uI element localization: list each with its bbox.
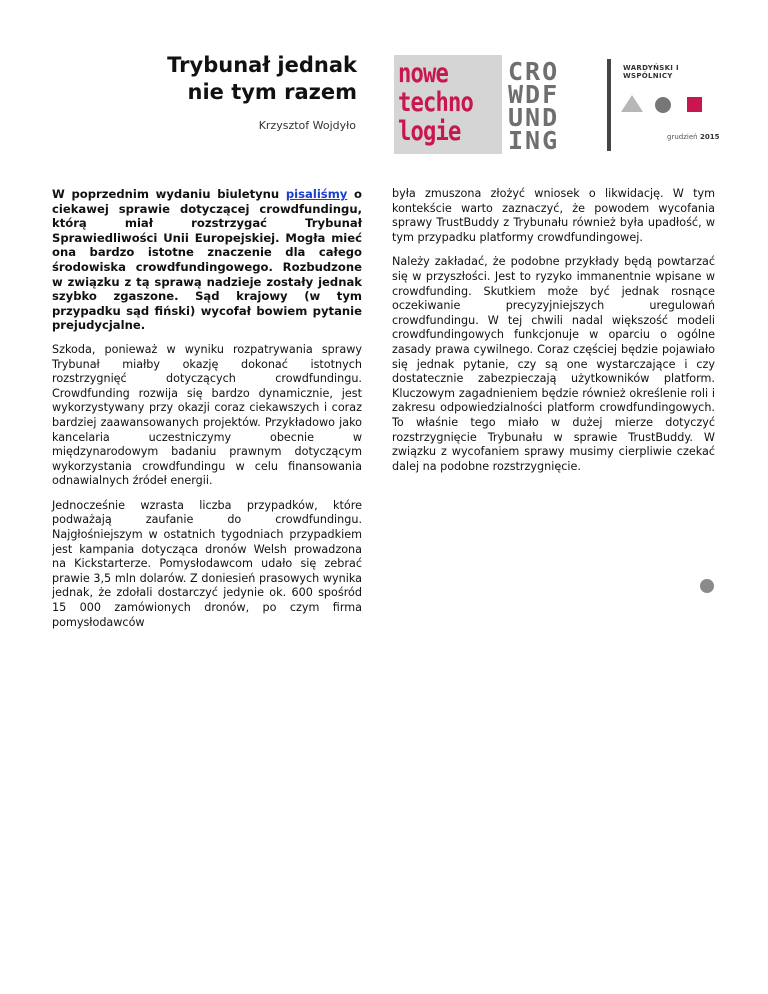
- wordmark-row-1: CRO: [508, 57, 560, 86]
- previous-issue-link[interactable]: pisaliśmy: [285, 187, 348, 201]
- circle-icon: [655, 97, 671, 113]
- article-title: [97, 52, 357, 106]
- paragraph-3: była zmuszona złożyć wniosek o likwidację. W tym kontekście warto zaznaczyć, że powodem wycofania sprawy TrustBuddy z Trybunału również była upadłość, w tym przypadku platformy crowdfundingowej.: [392, 187, 715, 244]
- logo-word-1: nowe: [398, 58, 449, 89]
- crowdfunding-wordmark: [504, 55, 617, 154]
- newsletter-banner: [394, 55, 729, 154]
- firm-name: WARDYŃSKI I WSPÓLNICY: [623, 64, 679, 80]
- square-icon: [687, 97, 702, 112]
- divider-bar: [607, 59, 611, 151]
- paragraph-1: Szkoda, ponieważ w wyniku rozpatrywania sprawy Trybunał miałby okazję dokonać istotnych rozstrzygnięć dotyczących crowdfundingu. Crowdfunding rozwija się bardzo dynamicznie, jest wykorzystywany przy okazji coraz ciekawszych i coraz bardziej zaawansowanych projektów. Przykładowo jako kancelaria uczestniczymy obecnie w międzynarodowym badaniu prawnym dotyczącym wykorzystania crowdfundingu w celu finansowania odnawialnych źródeł energii.: [52, 342, 362, 488]
- right-column: [392, 187, 715, 484]
- logo-word-3: logie: [398, 116, 461, 147]
- lead-paragraph: [52, 187, 362, 333]
- left-column: [52, 187, 362, 640]
- nowe-technologie-logo: [394, 55, 502, 154]
- issue-year: 2015: [700, 133, 720, 141]
- logo-word-2: techno: [398, 87, 474, 118]
- author-name: Krzysztof Wojdyło: [258, 119, 356, 132]
- paragraph-2: Jednocześnie wzrasta liczba przypadków, które podważają zaufanie do crowdfundingu. Najgłośniejszym w ostatnich tygodniach przypadkiem jest kampania dotycząca dronów Welsh prowadzona na Kickstarterze. Pomysłodawcom udało się zebrać prawie 3,5 mln dolarów. Z doniesień prasowych wynika jednak, że zdołali dostarczyć jedynie ok. 600 spośród 15 000 zamówionych dronów, po czym firma pomysłodawców: [52, 498, 362, 629]
- title-line-1: Trybunał jednak: [167, 53, 357, 77]
- lead-text-end: o ciekawej sprawie dotyczącej crowdfundingu, którą miał rozstrzygać Trybunał Sprawiedliwości Unii Europejskiej. Mogła mieć ona bardzo istotne znaczenie dla całego środowiska crowdfundingowego. Rozbudzone w związku z tą sprawą nadzieje zostały jednak szybko zgaszone. Sąd krajowy (w tym przypadku sąd fiński) wycofał bowiem pytanie prejudycjalne.: [52, 187, 362, 333]
- end-marker-circle-icon: [700, 579, 714, 593]
- issue-label: grudzień: [667, 133, 698, 141]
- issue-date: [667, 133, 720, 141]
- lead-text-start: W poprzednim wydaniu biuletynu: [52, 187, 286, 201]
- title-line-2: nie tym razem: [187, 80, 357, 104]
- wordmark-row-4: ING: [508, 126, 560, 155]
- wordmark-row-3: UND: [508, 103, 560, 132]
- wordmark-row-2: WDF: [508, 80, 560, 109]
- triangle-icon: [621, 95, 643, 112]
- paragraph-4: Należy zakładać, że podobne przykłady będą powtarzać się w przyszłości. Jest to ryzyko immanentnie wpisane w crowdfunding. Skutkiem może być jednak rosnące oczekiwanie precyzyjniejszych uregulowań crowdfundingu. W tej chwili nadal większość modeli crowdfundingowych funkcjonuje w oparciu o ogólne zasady prawa cywilnego. Coraz częściej będzie pojawiało się jednak pytanie, czy są one wystarczające i czy dostatecznie zabezpieczają użytkowników platform. Kluczowym zagadnieniem będzie również określenie roli i zakresu odpowiedzialności platform crowdfundingowych. To właśnie tego miało w dużej mierze dotyczyć rozstrzygnięcie Trybunału w sprawie TrustBuddy. W związku z wycofaniem sprawy musimy cierpliwie czekać dalej na podobne rozstrzygnięcie.: [392, 255, 715, 473]
